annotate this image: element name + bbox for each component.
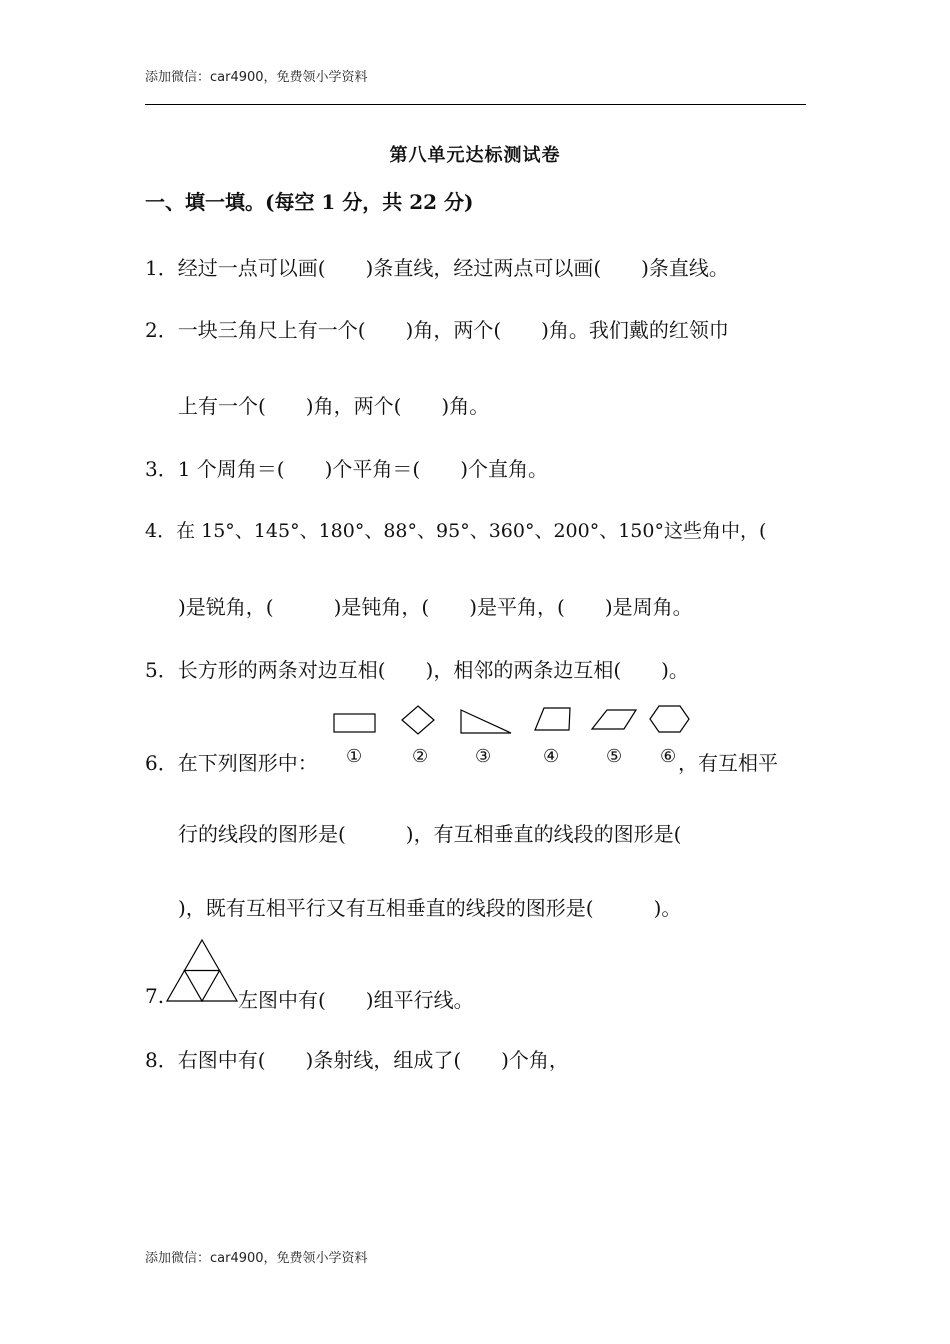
- question-2-line-2: 上有一个( )角，两个( )角。: [178, 394, 490, 418]
- question-7-number: 7.: [145, 984, 165, 1008]
- question-6-suffix: ，有互相平: [678, 751, 778, 775]
- question-7: 左图中有( )组平行线。: [238, 988, 474, 1012]
- triangle-figure: [165, 938, 239, 1004]
- question-5: 5．长方形的两条对边互相( )，相邻的两条边互相( )。: [145, 658, 689, 682]
- shape-figures: [330, 704, 692, 738]
- section-heading: 一、填一填。(每空 1 分，共 22 分): [145, 190, 474, 214]
- question-6-line-3: )，既有互相平行又有互相垂直的线段的图形是( )。: [178, 896, 682, 920]
- question-4-line-1: 4．在 15°、145°、180°、88°、95°、360°、200°、150°这些角中，(: [145, 520, 767, 542]
- hexagon-shape: [650, 706, 689, 732]
- question-4-line-2: )是锐角，( )是钝角，( )是平角，( )是周角。: [178, 595, 693, 619]
- page-title: 第八单元达标测试卷: [389, 145, 561, 166]
- question-8: 8．右图中有( )条射线，组成了( )个角，: [145, 1048, 569, 1072]
- diamond-shape: [402, 706, 434, 734]
- shape-marker-2: ②: [412, 746, 429, 767]
- question-1: 1．经过一点可以画( )条直线，经过两点可以画( )条直线。: [145, 256, 729, 280]
- right-triangle-shape: [461, 710, 511, 733]
- trapezoid-shape: [535, 708, 570, 730]
- question-6-prefix: 6．在下列图形中：: [145, 751, 318, 775]
- header-rule: [145, 104, 806, 105]
- page-header: 添加微信：car4900，免费领小学资料: [145, 70, 368, 85]
- parallelogram-shape: [592, 710, 636, 729]
- question-3: 3．1 个周角＝( )个平角＝( )个直角。: [145, 457, 549, 481]
- shape-marker-5: ⑤: [606, 746, 623, 767]
- shape-marker-6: ⑥: [660, 746, 677, 767]
- rectangle-shape: [334, 714, 375, 732]
- page-footer: 添加微信：car4900，免费领小学资料: [145, 1251, 368, 1266]
- question-6-line-2: 行的线段的图形是( )，有互相垂直的线段的图形是(: [178, 822, 682, 846]
- shape-marker-1: ①: [346, 746, 363, 767]
- shape-marker-4: ④: [543, 746, 560, 767]
- question-2-line-1: 2．一块三角尺上有一个( )角，两个( )角。我们戴的红领巾: [145, 318, 729, 342]
- shape-marker-3: ③: [475, 746, 492, 767]
